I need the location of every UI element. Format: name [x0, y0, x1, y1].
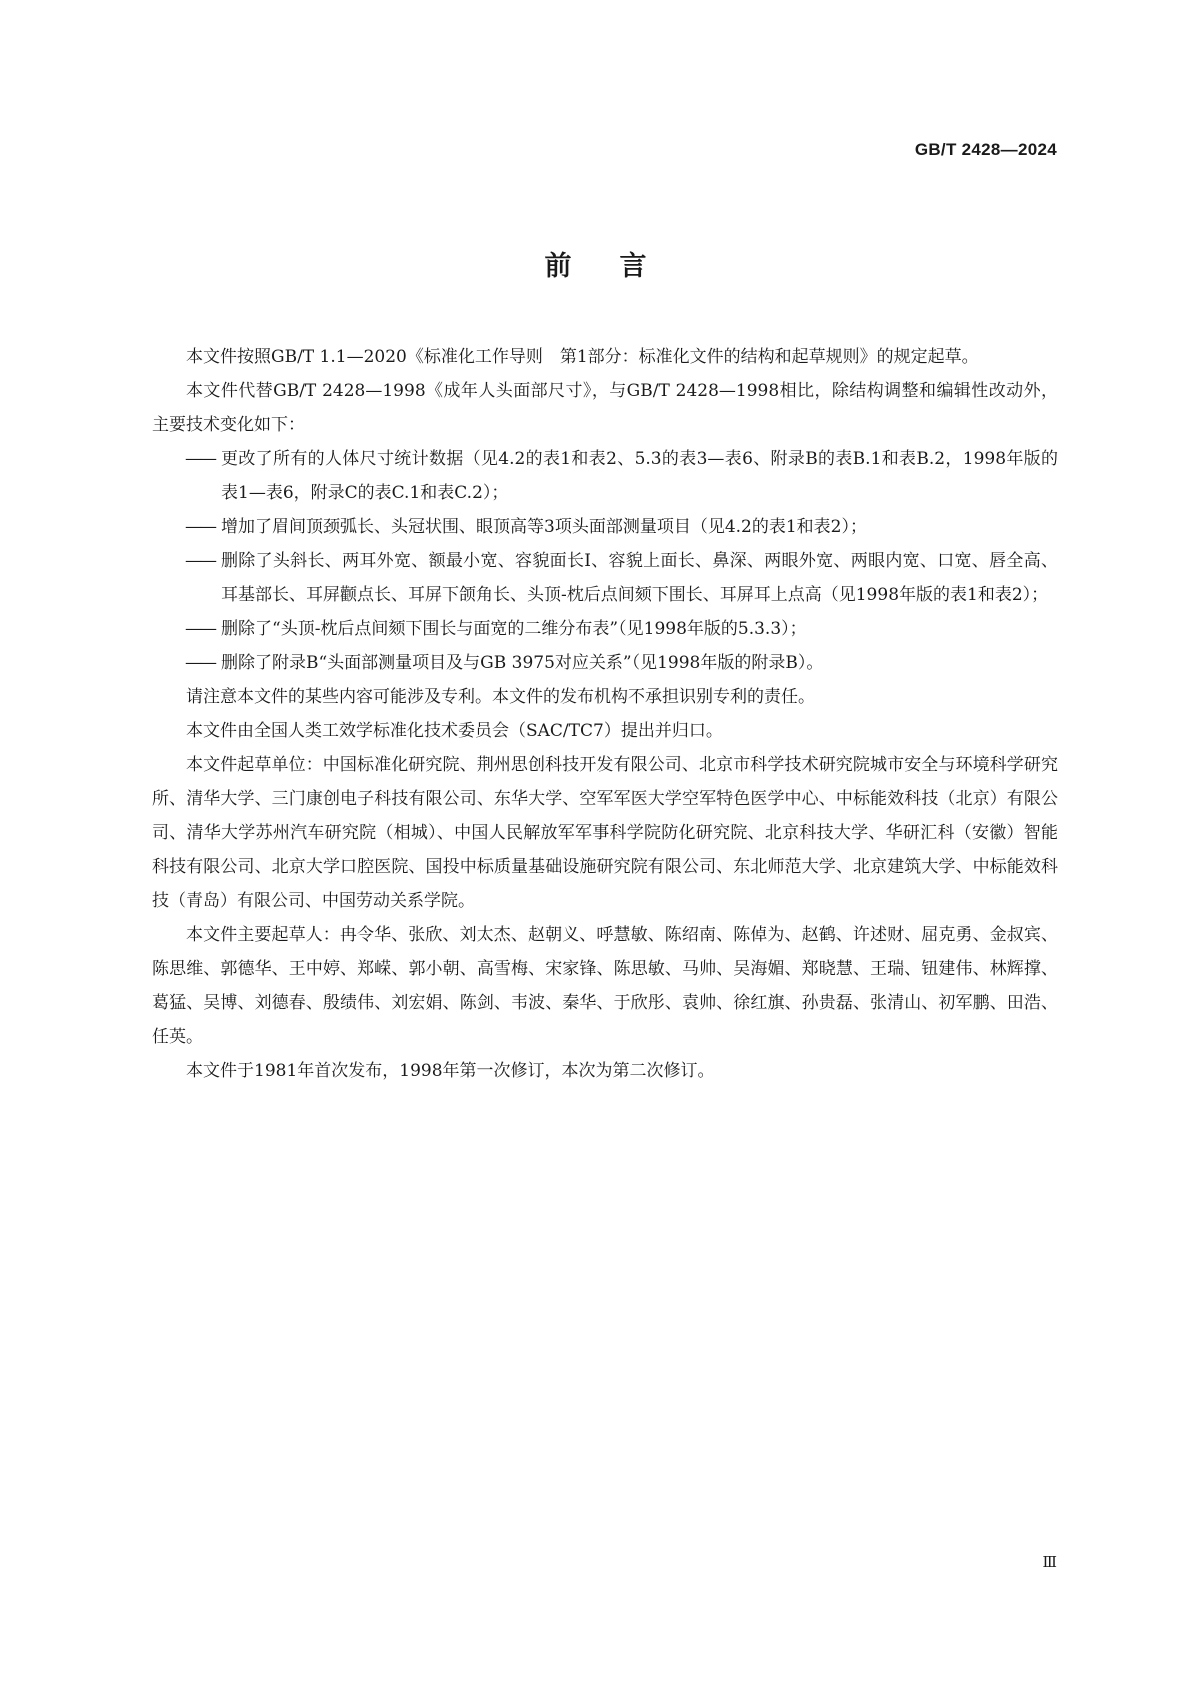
list-dash: —— [185, 619, 215, 639]
change-item [152, 442, 1058, 510]
list-dash: —— [185, 653, 215, 673]
change-item-text: 删除了附录B“头面部测量项目及与GB 3975对应关系”（见1998年版的附录B）。 [221, 653, 824, 673]
paragraph-replaces: 本文件代替GB/T 2428—1998《成年人头面部尺寸》，与GB/T 2428—1998相比，除结构调整和编辑性改动外，主要技术变化如下： [152, 381, 1058, 435]
paragraph-drafting-units: 本文件起草单位：中国标准化研究院、荆州思创科技开发有限公司、北京市科学技术研究院城市安全与环境科学研究所、清华大学、三门康创电子科技有限公司、东华大学、空军军医大学空军特色医学中心、中标能效科技（北京）有限公司、清华大学苏州汽车研究院（相城）、中国人民解放军军事科学院防化研究院、北京科技大学、华研汇科（安徽）智能科技有限公司、北京大学口腔医院、国投中标质量基础设施研究院有限公司、东北师范大学、北京建筑大学、中标能效科技（青岛）有限公司、中国劳动关系学院。 [152, 755, 1058, 911]
list-dash: —— [185, 449, 215, 469]
change-item-text: 更改了所有的人体尺寸统计数据（见4.2的表1和表2、5.3的表3—表6、附录B的表B.1和表B.2，1998年版的表1—表6，附录C的表C.1和表C.2）； [221, 449, 1058, 503]
paragraph-history: 本文件于1981年首次发布，1998年第一次修订，本次为第二次修订。 [186, 1061, 715, 1081]
list-dash: —— [185, 517, 215, 537]
list-dash: —— [185, 551, 215, 571]
standard-code: GB/T 2428—2024 [914, 140, 1057, 159]
change-item-text: 删除了“头顶-枕后点间颏下围长与面宽的二维分布表”（见1998年版的5.3.3）； [221, 619, 807, 639]
change-item [152, 612, 1058, 646]
paragraph-drafters: 本文件主要起草人：冉令华、张欣、刘太杰、赵朝义、呼慧敏、陈绍南、陈倬为、赵鹤、许述财、屈克勇、金叔宾、陈思维、郭德华、王中婷、郑嵘、郭小朝、高雪梅、宋家锋、陈思敏、马帅、吴海媚、郑晓慧、王瑞、钮建伟、林辉撑、葛猛、吴博、刘德春、殷绩伟、刘宏娟、陈剑、韦波、秦华、于欣彤、袁帅、徐红旗、孙贵磊、张清山、初军鹏、田浩、任英。 [152, 925, 1058, 1047]
page-number: Ⅲ [1042, 1553, 1057, 1571]
page-title: 前言 [544, 251, 695, 282]
document-body [152, 340, 1058, 1088]
paragraph-patent-notice: 请注意本文件的某些内容可能涉及专利。本文件的发布机构不承担识别专利的责任。 [186, 687, 815, 707]
change-item [152, 544, 1058, 612]
paragraph-drafting-rules: 本文件按照GB/T 1.1—2020《标准化工作导则 第1部分：标准化文件的结构和起草规则》的规定起草。 [186, 347, 979, 367]
paragraph-proposer: 本文件由全国人类工效学标准化技术委员会（SAC/TC7）提出并归口。 [186, 721, 723, 741]
change-item-text: 增加了眉间顶颈弧长、头冠状围、眼顶高等3项头面部测量项目（见4.2的表1和表2）； [221, 517, 867, 537]
change-item-text: 删除了头斜长、两耳外宽、额最小宽、容貌面长Ⅰ、容貌上面长、鼻深、两眼外宽、两眼内宽、口宽、唇全高、耳基部长、耳屏颧点长、耳屏下颌角长、头顶-枕后点间颏下围长、耳屏耳上点高（见1998年版的表1和表2）； [221, 551, 1058, 605]
change-item [152, 510, 1058, 544]
change-item [152, 646, 1058, 680]
